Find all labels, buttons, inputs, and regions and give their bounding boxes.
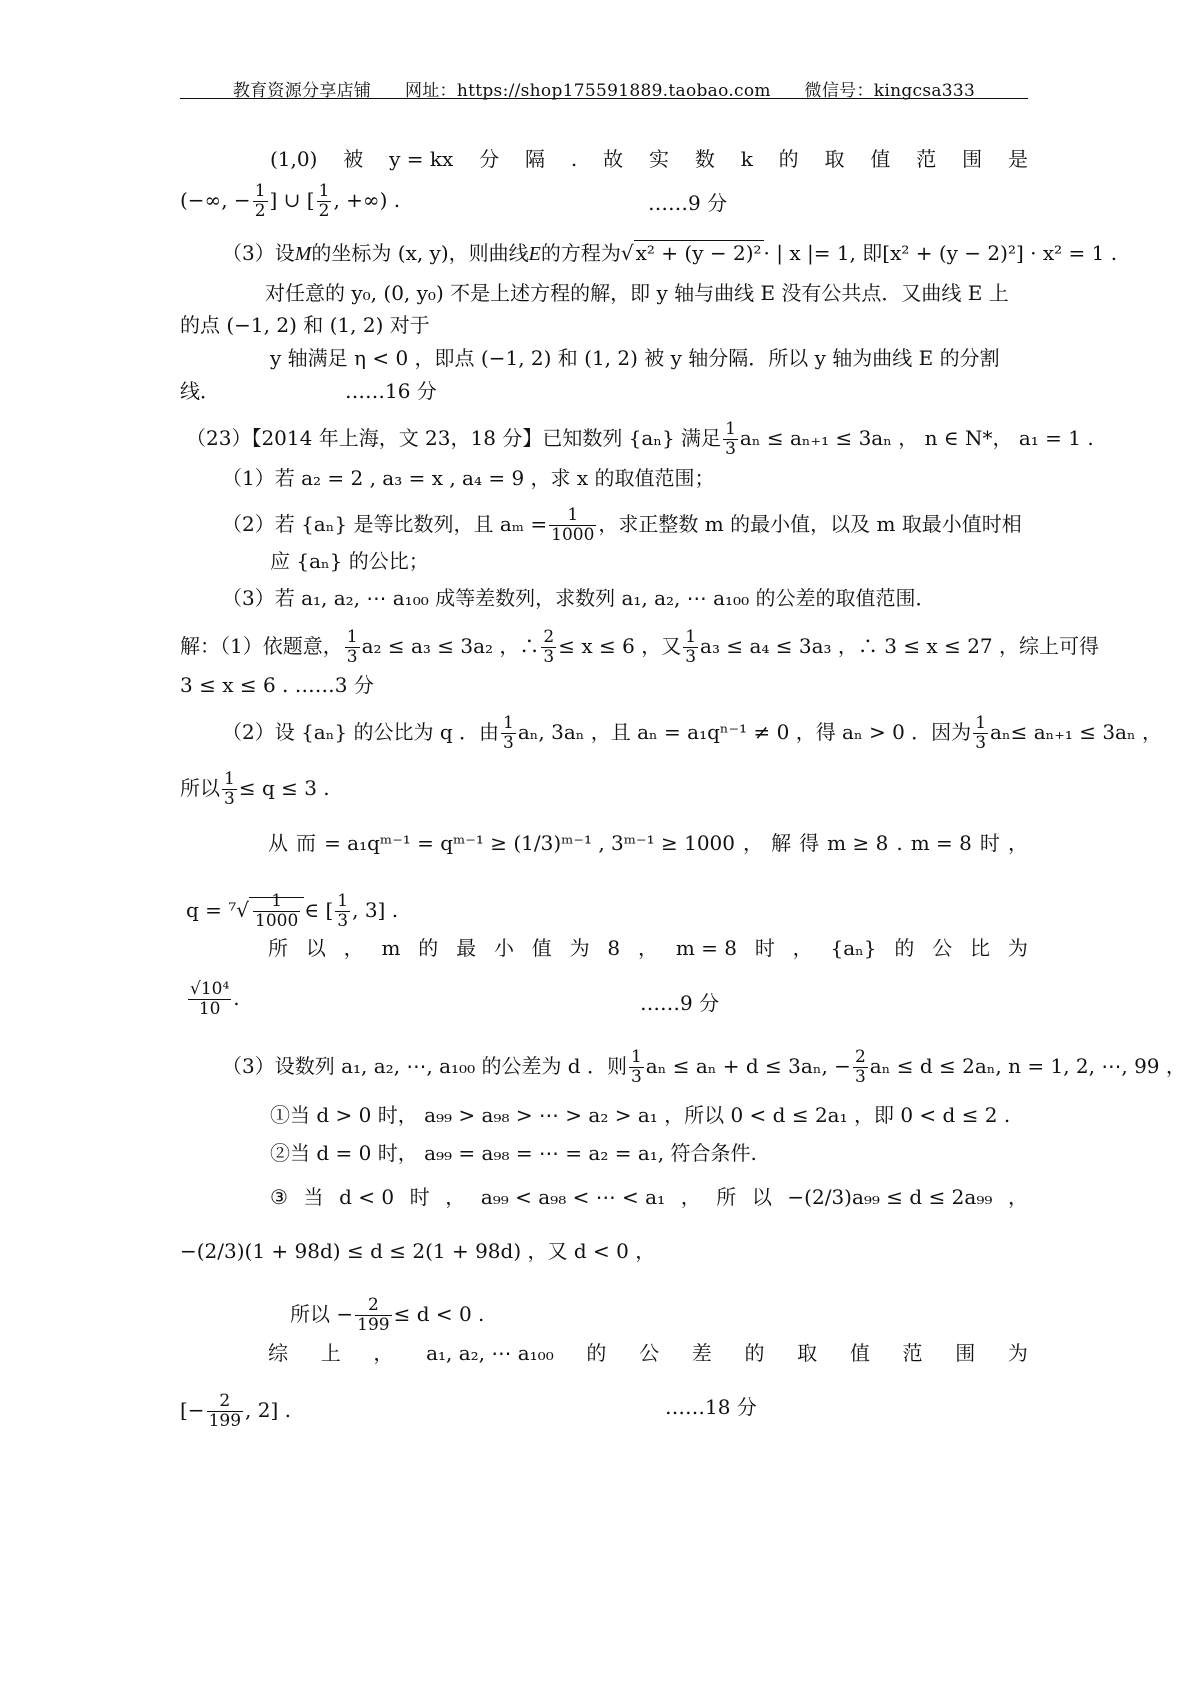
score-9b: ……9 分 [640, 991, 720, 1015]
word: ③ [270, 1185, 288, 1209]
solution-3-case-1: ①当 d > 0 时， a₉₉ > a₉₈ > ⋯ > a₂ > a₁ ，所以 0 < d ≤ 2a₁ ，即 0 < d ≤ 2 . [270, 1103, 1011, 1127]
question-23-statement: （23）【2014 年上海，文 23，18 分】已知数列 {aₙ} 满足 $\frac{1}{3}$ aₙ ≤ aₙ₊₁ ≤ 3aₙ ， n ∈ N*， a₁ = 1 . [186, 419, 1094, 459]
word: −(2/3)a₉₉ ≤ d ≤ 2a₉₉ [787, 1185, 993, 1209]
word: d < 0 [339, 1185, 395, 1209]
solution-2-f: $\frac{\text{√10⁴}}{10}$ . [190, 979, 240, 1019]
solution-2: （2）设 {aₙ} 的公比为 q ．由 $\frac{1}{3}$ aₙ, 3aₙ ，且 aₙ = a₁qⁿ⁻¹ ≠ 0 ，得 aₙ > 0 ．因为 $\frac{1}{3}$ aₙ≤ aₙ₊₁ ≤ 3aₙ ， [222, 713, 1162, 753]
word: 差 [691, 1341, 712, 1365]
word: 围 [962, 147, 983, 171]
word: 从 [268, 831, 288, 855]
word: 公 [639, 1341, 660, 1365]
word: 比 [969, 936, 990, 960]
word: 当 [303, 1185, 324, 1209]
word: ， [373, 1341, 394, 1365]
word: m ≥ 8 [827, 831, 889, 855]
text-line-5: 的点 (−1, 2) 和 (1, 2) 对于 [180, 313, 430, 337]
word: m = 8 [910, 831, 972, 855]
shop-name: 教育资源分享店铺 [232, 81, 372, 101]
word: k [740, 147, 753, 171]
word: 被 [343, 147, 364, 171]
question-23-part-2: （2）若 {aₙ} 是等比数列，且 aₘ = $\frac{1}{1000}$ ，求正整数 m 的最小值，以及 m 取最小值时相 [222, 505, 1022, 545]
word: ， [343, 936, 364, 960]
word: 为 [1007, 936, 1028, 960]
solution-2-e [268, 935, 1028, 961]
text-line-1 [270, 146, 1028, 172]
word: ， [1007, 831, 1028, 855]
word: 取 [797, 1341, 818, 1365]
solution-1-cont: 3 ≤ x ≤ 6 . ……3 分 [180, 673, 374, 697]
word: 为 [569, 936, 590, 960]
word: ， [792, 936, 813, 960]
shop-url[interactable]: 网址：https://shop175591889.taobao.com [404, 81, 771, 101]
solution-1: 解：（1）依题意， $\frac{1}{3}$ a₂ ≤ a₃ ≤ 3a₂ ，∴ $\frac{2}{3}$ ≤ x ≤ 6 ，又 $\frac{1}{3}$ a₃ ≤ a₄ ≤ 3a₃ ，∴ 3 ≤ x ≤ 27 ，综上可得 [180, 627, 1099, 667]
solution-3-case-3 [270, 1184, 1028, 1210]
solution-2-c [268, 830, 1028, 856]
word: 得 [799, 831, 820, 855]
word: 隔 [525, 147, 546, 171]
solution-2-d: q = ⁷√ $\frac{1}{1000}$ ∈ [ $\frac{1}{3}$ , 3] . [186, 891, 399, 931]
fraction-half: $\frac{1}{2}$ [254, 181, 266, 221]
word: 故 [603, 147, 624, 171]
word: 值 [849, 1341, 870, 1365]
text-line-6: y 轴满足 η < 0 ，即点 (−1, 2) 和 (1, 2) 被 y 轴分隔．所以 y 轴为曲线 E 的分割 [270, 346, 1000, 370]
word: ， [445, 1185, 466, 1209]
word: 8 [607, 936, 621, 960]
text-line-3: （3）设M的坐标为 (x, y)，则曲线E的方程为√ x² + (y − 2)² · | x |= 1, 即[x² + (y − 2)²] · x² = 1 . [222, 241, 1118, 265]
word: 的 [418, 936, 439, 960]
word: = a₁qᵐ⁻¹ = qᵐ⁻¹ ≥ (1/3)ᵐ⁻¹ , 3ᵐ⁻¹ ≥ 1000 [324, 831, 735, 855]
word: 的 [778, 147, 799, 171]
score-18: ……18 分 [665, 1395, 757, 1419]
score-16: ……16 分 [345, 379, 437, 403]
word: 时 [409, 1185, 430, 1209]
word: 所 [268, 936, 288, 960]
word: 范 [916, 147, 937, 171]
word: a₁, a₂, ⋯ a₁₀₀ [426, 1341, 554, 1365]
word: 综 [268, 1341, 288, 1365]
solution-3-summary [268, 1340, 1028, 1366]
word: 而 [296, 831, 317, 855]
word: 以 [751, 1185, 772, 1209]
word: 解 [771, 831, 792, 855]
word: 上 [320, 1341, 341, 1365]
solution-3-case-2: ②当 d = 0 时， a₉₉ = a₉₈ = ⋯ = a₂ = a₁, 符合条件. [270, 1141, 757, 1165]
word: ， [743, 831, 764, 855]
word: {aₙ} [830, 936, 877, 960]
solution-3-ineq: −(2/3)(1 + 98d) ≤ d ≤ 2(1 + 98d) ，又 d < 0 ， [180, 1239, 656, 1263]
word: 范 [902, 1341, 923, 1365]
text-line-4: 对任意的 y₀, (0, y₀) 不是上述方程的解，即 y 轴与曲线 E 没有公共点．又曲线 E 上 [265, 281, 1009, 305]
solution-3: （3）设数列 a₁, a₂, ⋯, a₁₀₀ 的公差为 d ．则 $\frac{1}{3}$ aₙ ≤ aₙ + d ≤ 3aₙ, − $\frac{2}{3}$ aₙ ≤ d ≤ 2aₙ, n = 1, 2, ⋯, 99 ， [222, 1047, 1186, 1087]
word: m = 8 [675, 936, 737, 960]
word: 取 [824, 147, 845, 171]
score-9: ……9 分 [648, 191, 728, 215]
word: 所 [716, 1185, 737, 1209]
solution-3-final: [− $\frac{2}{199}$ , 2] . [180, 1391, 291, 1431]
word: 时 [979, 831, 1000, 855]
word: m [381, 936, 401, 960]
word: ， [1007, 1185, 1028, 1209]
wechat-id: 微信号：kingcsa333 [804, 81, 976, 101]
word: 是 [1007, 147, 1028, 171]
word: . [570, 147, 578, 171]
word: 时 [754, 936, 775, 960]
word: 的 [586, 1341, 607, 1365]
word: (1,0) [270, 147, 318, 171]
sqrt-expression: x² + (y − 2)² [635, 241, 762, 265]
question-23-part-2-cont: 应 {aₙ} 的公比； [270, 549, 429, 573]
word: ， [637, 936, 658, 960]
question-23-part-1: （1）若 a₂ = 2 , a₃ = x , a₄ = 9 ，求 x 的取值范围； [222, 466, 715, 490]
header-divider [180, 98, 1028, 99]
word: . [896, 831, 903, 855]
word: 实 [648, 147, 669, 171]
word: 值 [870, 147, 891, 171]
word: 公 [932, 936, 953, 960]
word: 分 [479, 147, 500, 171]
word: 数 [694, 147, 715, 171]
text-line-2: (−∞, − $\frac{1}{2}$ ] ∪ [ $\frac{1}{2}$ , +∞) . [180, 181, 401, 221]
word: 围 [955, 1341, 976, 1365]
question-23-part-3: （3）若 a₁, a₂, ⋯ a₁₀₀ 成等差数列，求数列 a₁, a₂, ⋯ a₁₀₀ 的公差的取值范围． [222, 586, 936, 610]
word: ， [680, 1185, 701, 1209]
solution-2-b: 所以 $\frac{1}{3}$ ≤ q ≤ 3 . [180, 769, 330, 809]
text-line-7: 线． [180, 379, 220, 403]
word: 最 [456, 936, 477, 960]
fraction-half: $\frac{1}{2}$ [318, 181, 330, 221]
word: 以 [305, 936, 326, 960]
word: 值 [531, 936, 552, 960]
word: y = kx [389, 147, 454, 171]
word: 为 [1007, 1341, 1028, 1365]
word: a₉₉ < a₉₈ < ⋯ < a₁ [480, 1185, 666, 1209]
word: 的 [894, 936, 915, 960]
word: 的 [744, 1341, 765, 1365]
word: 小 [493, 936, 514, 960]
solution-3-result: 所以 − $\frac{2}{199}$ ≤ d < 0 . [290, 1295, 485, 1335]
